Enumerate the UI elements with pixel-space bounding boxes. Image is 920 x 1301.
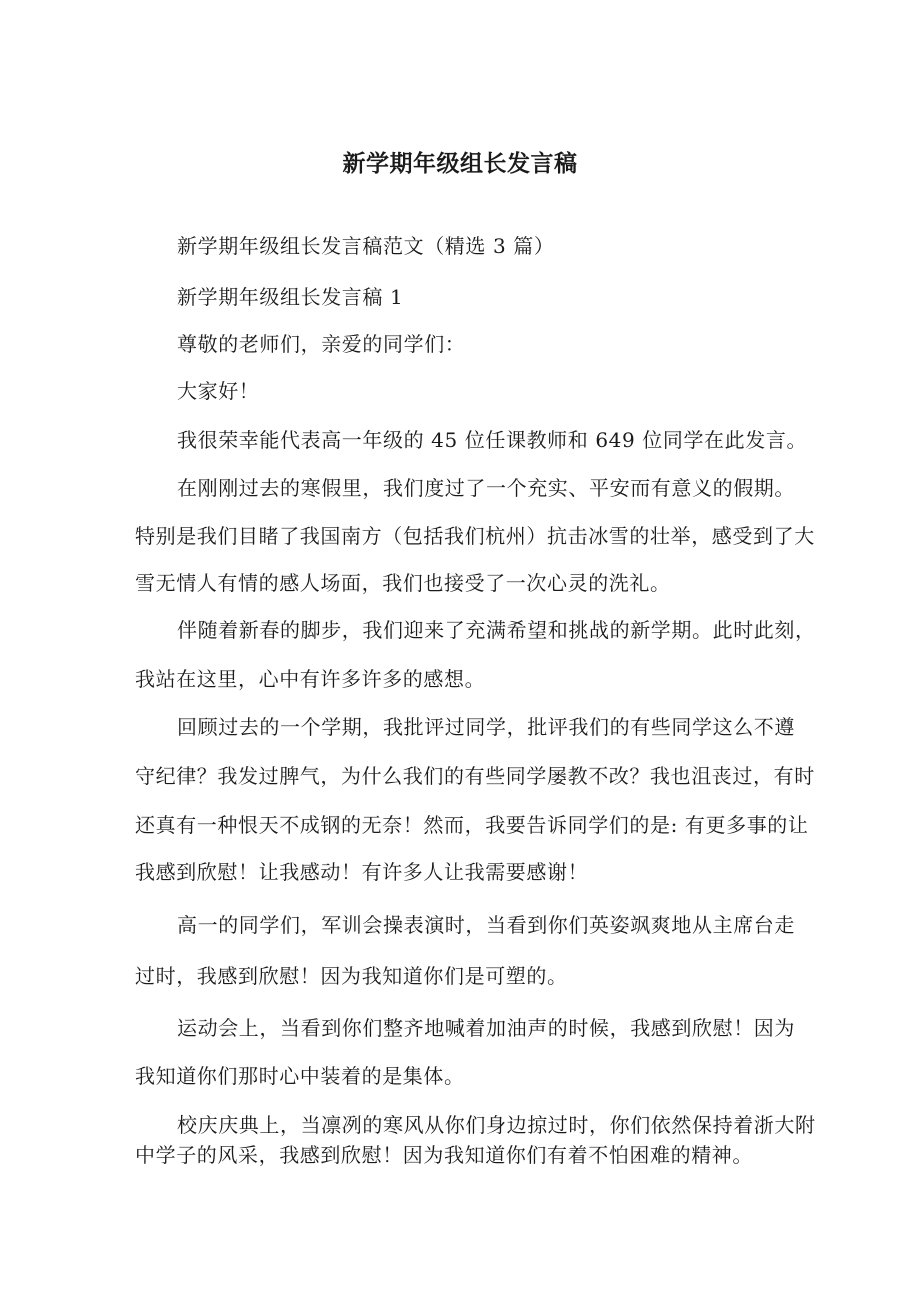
document-title: 新学期年级组长发言稿 [342, 151, 578, 177]
document-page: 新学期年级组长发言稿 新学期年级组长发言稿范文（精选 3 篇） 新学期年级组长发言稿 1 尊敬的老师们，亲爱的同学们： 大家好！ 我很荣幸能代表高一年级的 45 位任课教师和 649 位同学在此发言。 在刚刚过去的寒假里，我们度过了一个充实、平安而有意义的假期。 特别是我们目睹了我国南方（包括我们杭州）抗击冰雪的壮举，感受到了大 雪无情人有情的感人场面，我们也接受了一次心灵的洗礼。 伴随着新春的脚步，我们迎来了充满希望和挑战的新学期。此时此刻， 我站在这里，心中有许多许多的感想。 回顾过去的一个学期，我批评过同学，批评我们的有些同学这么不遵 守纪律？我发过脾气，为什么我们的有些同学屡教不改？我也沮丧过，有时 还真有一种恨天不成钢的无奈！然而，我要告诉同学们的是: 有更多事的让 我感到欣慰！让我感动！有许多人让我需要感谢！ 高一的同学们，军训会操表演时，当看到你们英姿飒爽地从主席台走 过时，我感到欣慰！因为我知道你们是可塑的。 运动会上，当看到你们整齐地喊着加油声的时候，我感到欣慰！因为 我知道你们那时心中装着的是集体。 校庆庆典上，当凛冽的寒风从你们身边掠过时，你们依然保持着浙大附 中学子的风采，我感到欣慰！因为我知道你们有着不怕困难的精神。 [0, 0, 920, 1301]
